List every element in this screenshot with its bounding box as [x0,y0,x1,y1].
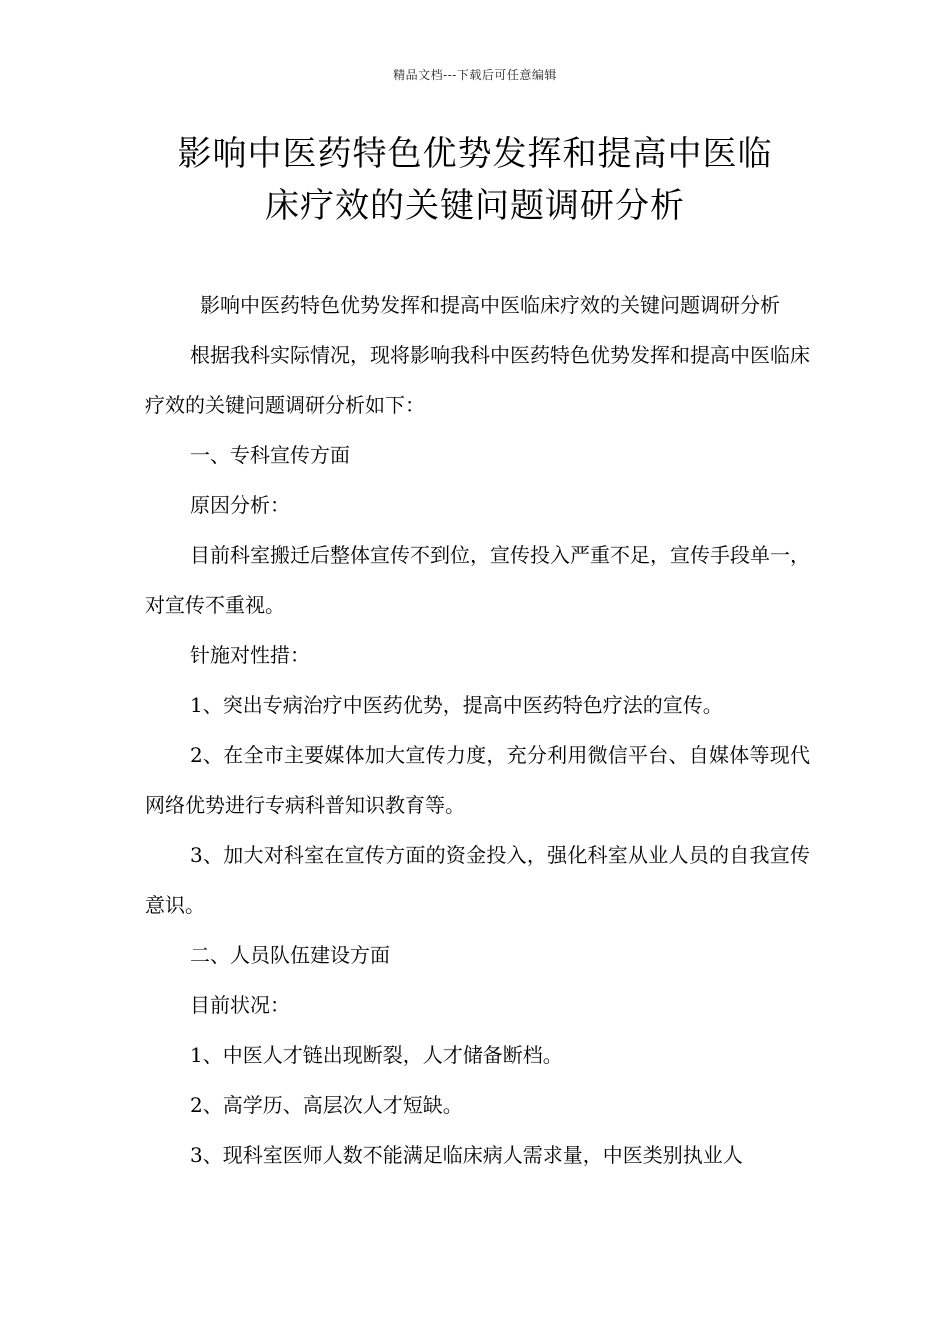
subheading-cause-analysis: 原因分析： [190,493,290,517]
subheading-current-status: 目前状况： [190,993,290,1017]
list-item-status-1: 1、中医人才链出现断裂，人才储备断档。 [190,1043,563,1067]
list-item-status-3: 3、现科室医师人数不能满足临床病人需求量，中医类别执业人 [190,1143,743,1167]
title-line-2: 床疗效的关键问题调研分析 [265,186,685,226]
list-item-status-2: 2、高学历、高层次人才短缺。 [190,1093,463,1117]
paragraph-cause: 目前科室搬迁后整体宣传不到位，宣传投入严重不足，宣传手段单一，对宣传不重视。 [145,543,810,617]
title-line-1: 影响中医药特色优势发挥和提高中医临 [177,134,773,174]
section-heading-2: 二、人员队伍建设方面 [190,943,390,967]
header-note: 精品文档---下载后可任意编辑 [393,68,557,82]
list-item-measure-3: 3、加大对科室在宣传方面的资金投入，强化科室从业人员的自我宣传意识。 [145,843,810,917]
list-item-measure-1: 1、突出专病治疗中医药优势，提高中医药特色疗法的宣传。 [190,693,723,717]
list-item-measure-2: 2、在全市主要媒体加大宣传力度，充分利用微信平台、自媒体等现代网络优势进行专病科普知识教育等。 [145,743,810,817]
document-body [145,280,810,1180]
document-title [110,128,840,232]
paragraph-intro: 根据我科实际情况，现将影响我科中医药特色优势发挥和提高中医临床疗效的关键问题调研分析如下： [145,343,810,417]
section-heading-1: 一、专科宣传方面 [190,443,350,467]
subheading-measures: 针施对性措： [190,643,310,667]
paragraph-intro-title: 影响中医药特色优势发挥和提高中医临床疗效的关键问题调研分析 [200,293,780,317]
